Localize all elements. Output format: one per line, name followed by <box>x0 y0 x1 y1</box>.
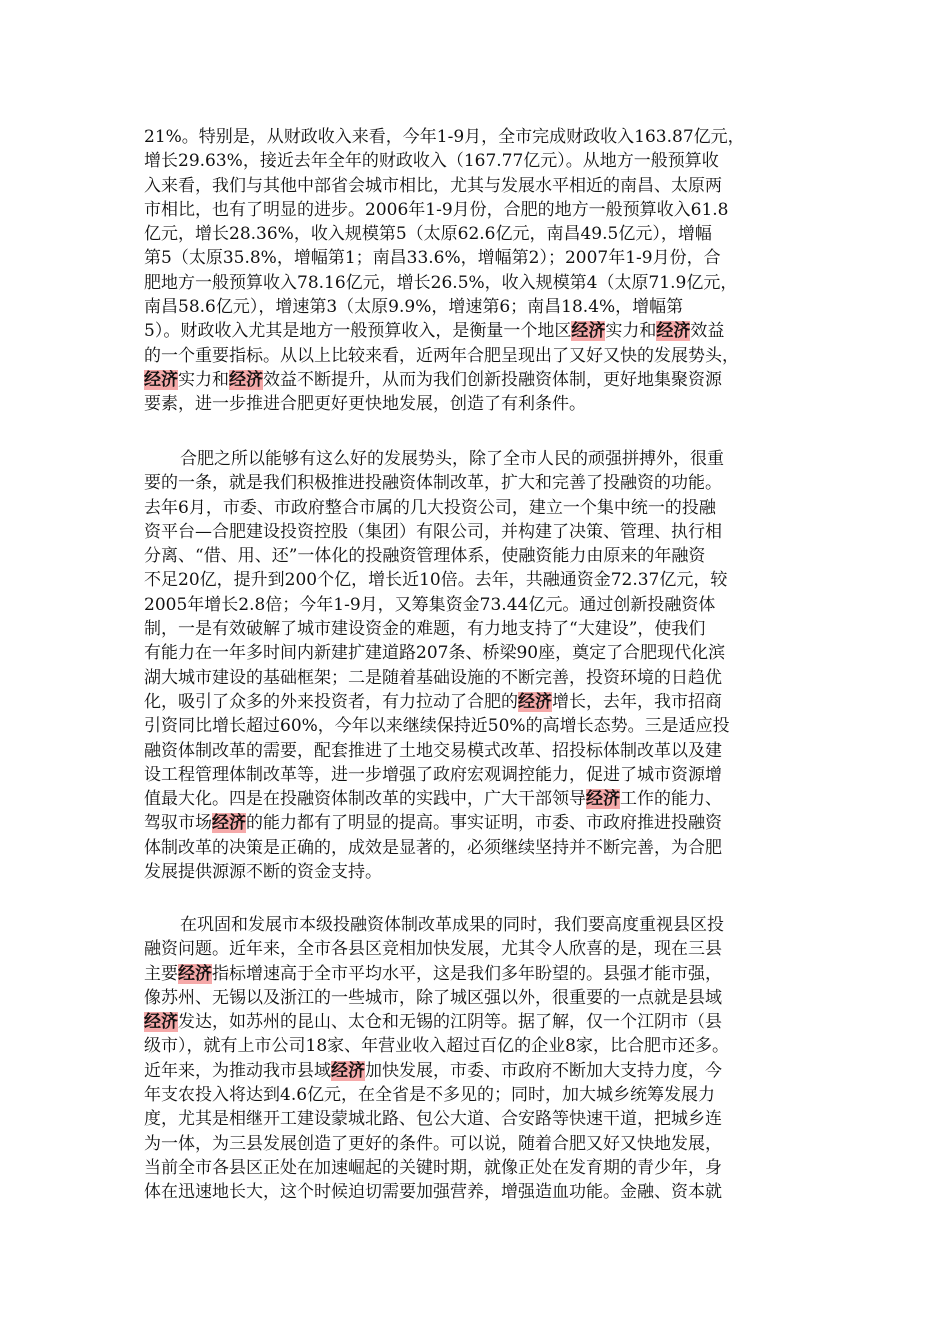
highlighted-term: 经济 <box>518 691 552 712</box>
text-line: 级市），就有上市公司18家、年营业收入超过百亿的企业8家，比合肥市还多。 <box>144 1036 729 1057</box>
text-line: 为一体，为三县发展创造了更好的条件。可以说，随着合肥又好又快地发展， <box>144 1133 722 1154</box>
text-line: 经济实力和经济效益不断提升，从而为我们创新投融资体制，更好地集聚资源 <box>144 369 722 390</box>
text-line: 度，尤其是相继开工建设蒙城北路、包公大道、合安路等快速干道，把城乡连 <box>144 1109 722 1130</box>
paragraph-2 <box>144 447 804 884</box>
text-line: 体在迅速地长大，这个时候迫切需要加强营养，增强造血功能。金融、资本就 <box>144 1182 722 1203</box>
text-line: 驾驭市场经济的能力都有了明显的提高。事实证明，市委、市政府推进投融资 <box>144 813 722 834</box>
text-line: 制，一是有效破解了城市建设资金的难题，有力地支持了“大建设”，使我们 <box>144 619 706 640</box>
highlighted-term: 经济 <box>331 1060 365 1081</box>
text-line: 入来看，我们与其他中部省会城市相比，尤其与发展水平相近的南昌、太原两 <box>144 175 722 196</box>
highlighted-term: 经济 <box>144 369 178 390</box>
text-line: 分离、“借、用、还”一体化的投融资管理体系，使融资能力由原来的年融资 <box>144 546 706 567</box>
highlighted-term: 经济 <box>229 369 263 390</box>
text-line: 设工程管理体制改革等，进一步增强了政府宏观调控能力，促进了城市资源增 <box>144 764 722 785</box>
text-line: 近年来，为推动我市县域经济加快发展，市委、市政府不断加大支持力度，今 <box>144 1060 722 1081</box>
text-line: 市相比，也有了明显的进步。2006年1-9月份，合肥的地方一般预算收入61.8 <box>144 199 729 220</box>
text-line: 湖大城市建设的基础框架；二是随着基础设施的不断完善，投资环境的日趋优 <box>144 667 722 688</box>
text-line: 有能力在一年多时间内新建扩建道路207条、桥梁90座，奠定了合肥现代化滨 <box>144 643 726 664</box>
text-line: 年支农投入将达到4.6亿元，在全省是不多见的；同时，加大城乡统筹发展力 <box>144 1085 716 1106</box>
text-line: 当前全市各县区正处在加速崛起的关键时期，就像正处在发育期的青少年，身 <box>144 1157 722 1178</box>
text-line: 5）。财政收入尤其是地方一般预算收入，是衡量一个地区经济实力和经济效益 <box>144 321 725 342</box>
text-line: 资平台—合肥建设投资控股（集团）有限公司，并构建了决策、管理、执行相 <box>144 521 722 542</box>
text-line: 主要经济指标增速高于全市平均水平，这是我们多年盼望的。县强才能市强， <box>144 963 722 984</box>
text-line: 发展提供源源不断的资金支持。 <box>144 862 382 883</box>
highlighted-term: 经济 <box>586 789 620 810</box>
text-line: 体制改革的决策是正确的，成效是显著的，必须继续坚持并不断完善，为合肥 <box>144 837 722 858</box>
text-line: 要的一条，就是我们积极推进投融资体制改革，扩大和完善了投融资的功能。 <box>144 473 722 494</box>
text-line: 南昌58.6亿元），增速第3（太原9.9%，增速第6；南昌18.4%，增幅第 <box>144 297 684 318</box>
text-line: 21%。特别是，从财政收入来看，今年1-9月，全市完成财政收入163.87亿元， <box>144 127 745 147</box>
text-line: 合肥之所以能够有这么好的发展势头，除了全市人民的顽强拼搏外，很重 <box>180 449 724 469</box>
text-line: 第5（太原35.8%，增幅第1；南昌33.6%，增幅第2）；2007年1-9月份，合 <box>144 248 721 269</box>
paragraph-1 <box>144 125 804 417</box>
text-line: 不足20亿，提升到200个亿，增长近10倍。去年，共融通资金72.37亿元，较 <box>144 570 728 591</box>
highlighted-term: 经济 <box>144 1012 178 1033</box>
text-line: 经济发达，如苏州的昆山、太仓和无锡的江阴等。据了解，仅一个江阴市（县 <box>144 1012 722 1033</box>
text-line: 肥地方一般预算收入78.16亿元，增长26.5%，收入规模第4（太原71.9亿元， <box>144 272 738 293</box>
text-line: 融资问题。近年来，全市各县区竞相加快发展，尤其令人欣喜的是，现在三县 <box>144 939 722 960</box>
highlighted-term: 经济 <box>212 813 246 834</box>
highlighted-term: 经济 <box>571 321 606 342</box>
text-line: 的一个重要指标。从以上比较来看，近两年合肥呈现出了又好又快的发展势头， <box>144 345 739 366</box>
text-line: 去年6月，市委、市政府整合市属的几大投资公司，建立一个集中统一的投融 <box>144 497 716 518</box>
text-line: 化，吸引了众多的外来投资者，有力拉动了合肥的经济增长，去年，我市招商 <box>144 691 722 712</box>
text-line: 亿元，增长28.36%，收入规模第5（太原62.6亿元，南昌49.5亿元），增幅 <box>144 224 712 245</box>
highlighted-term: 经济 <box>656 321 691 342</box>
text-line: 值最大化。四是在投融资体制改革的实践中，广大干部领导经济工作的能力、 <box>144 789 722 810</box>
text-line: 在巩固和发展市本级投融资体制改革成果的同时，我们要高度重视县区投 <box>180 915 724 935</box>
text-line: 融资体制改革的需要，配套推进了土地交易模式改革、招投标体制改革以及建 <box>144 740 722 761</box>
text-line: 2005年增长2.8倍；今年1-9月，又筹集资金73.44亿元。通过创新投融资体 <box>144 594 716 615</box>
text-line: 引资同比增长超过60%，今年以来继续保持近50%的高增长态势。三是适应投 <box>144 716 730 737</box>
paragraph-3 <box>144 913 804 1205</box>
text-line: 像苏州、无锡以及浙江的一些城市，除了城区强以外，很重要的一点就是县域 <box>144 987 722 1008</box>
text-line: 要素，进一步推进合肥更好更快地发展，创造了有利条件。 <box>144 394 586 415</box>
text-line: 增长29.63%，接近去年全年的财政收入（167.77亿元）。从地方一般预算收 <box>144 151 719 172</box>
highlighted-term: 经济 <box>178 963 212 984</box>
